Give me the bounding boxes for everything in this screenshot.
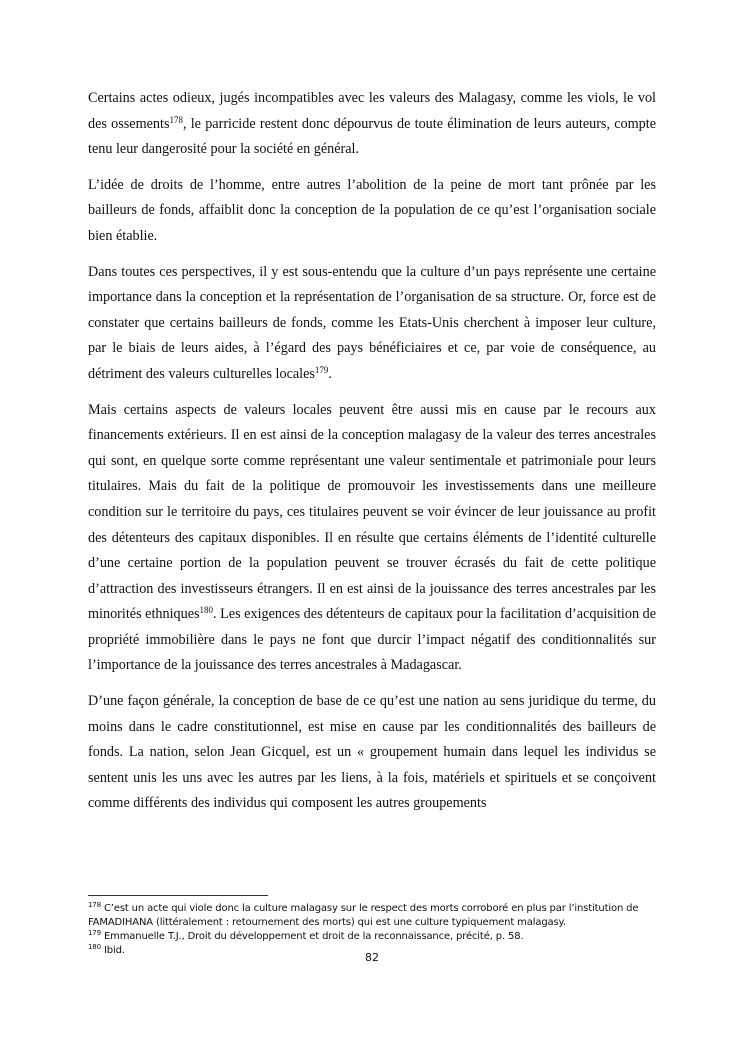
footnote-text: Ibid. <box>103 945 125 956</box>
paragraph-text: Mais certains aspects de valeurs locales peuvent être aussi mis en cause par le recours aux financements extérieurs. Il en est ainsi de la conception malagasy de la valeur des terres ancestrales qui sont, en quelque sorte comme représentant une valeur sentimentale et patrimoniale pour leurs titulaires. Mais du fait de la politique de promouvoir les investissements dans une meilleure condition sur le territoire du pays, ces titulaires peuvent se voir évincer de leur jouissance au profit des détenteurs des capitaux disponibles. Il en résulte que certains éléments de l’identité culturelle d’une certaine portion de la population peuvent se trouver écrasés du fait de cette politique d’attraction des investisseurs étrangers. Il en est ainsi de la jouissance des terres ancestrales par les minorités ethniques <box>88 401 656 623</box>
paragraph-text: , le parricide restent donc dépourvus de toute élimination de leurs auteurs, compte tenu leur dangerosité pour la société en général. <box>88 115 656 158</box>
paragraph-text: . <box>328 365 332 382</box>
paragraph-text: Certains actes odieux, jugés incompatibles avec les valeurs des Malagasy, comme les viols, le vol des ossements <box>88 90 656 132</box>
paragraph-text: Dans toutes ces perspectives, il y est sous-entendu que la culture d’un pays représente une certaine importance dans la conception et la représentation de l’organisation de sa structure. Or, force est de constater que certains bailleurs de fonds, comme les Etats-Unis cherchent à imposer leur culture, par le biais de leurs aides, à l’égard des pays bénéficiaires et ce, par voie de conséquence, au détriment des valeurs culturelles locales <box>88 263 656 382</box>
footnote-ref-178: 178 <box>169 114 183 125</box>
paragraph-text: D’une façon générale, la conception de base de ce qu’est une nation au sens juridique du terme, du moins dans le cadre constitutionnel, est mise en cause par les conditionnalités des bailleurs de fonds. La nation, selon Jean Gicquel, est un « groupement humain dans lequel les individus se sentent unis les uns avec les autres par les liens, à la fois, matériels et spirituels et se conçoivent comme différents des individus qui composent les autres groupements <box>88 693 656 812</box>
paragraph-text: L’idée de droits de l’homme, entre autres l’abolition de la peine de mort tant prônée par les bailleurs de fonds, affaiblit donc la conception de la population de ce qu’est l’organisation sociale bien établie. <box>88 176 656 244</box>
paragraph-5 <box>88 689 656 817</box>
paragraph-4 <box>88 398 656 680</box>
footnote-ref-180: 180 <box>199 605 214 616</box>
footnote-text: Emmanuelle T.J., Droit du développement et droit de la reconnaissance, précité, p. 58. <box>103 931 524 942</box>
footnote-text: C’est un acte qui viole donc la culture malagasy sur le respect des morts corroboré en plus par l’institution de FAMADIHANA (littéralement : retournement des morts) qui est une culture typiquement malagasy. <box>88 903 639 928</box>
paragraph-text: . Les exigences des détenteurs de capitaux pour la facilitation d’acquisition de propriété immobilière dans le pays ne font que durcir l’impact négatif des conditionnalités sur l’importance de la jouissance des terres ancestrales à Madagascar. <box>88 606 656 674</box>
paragraph-1 <box>88 86 656 163</box>
footnote-179 <box>88 930 658 944</box>
footnote-separator <box>88 895 268 896</box>
paragraph-3 <box>88 260 656 388</box>
footnotes <box>88 902 658 958</box>
body-text <box>88 86 656 827</box>
paragraph-2 <box>88 173 656 250</box>
footnote-number: 178 <box>88 901 101 909</box>
footnote-number: 179 <box>88 929 101 937</box>
footnote-number: 180 <box>88 943 101 951</box>
footnote-178 <box>88 902 658 930</box>
footnote-ref-179: 179 <box>314 364 329 375</box>
page-number: 82 <box>365 951 379 964</box>
